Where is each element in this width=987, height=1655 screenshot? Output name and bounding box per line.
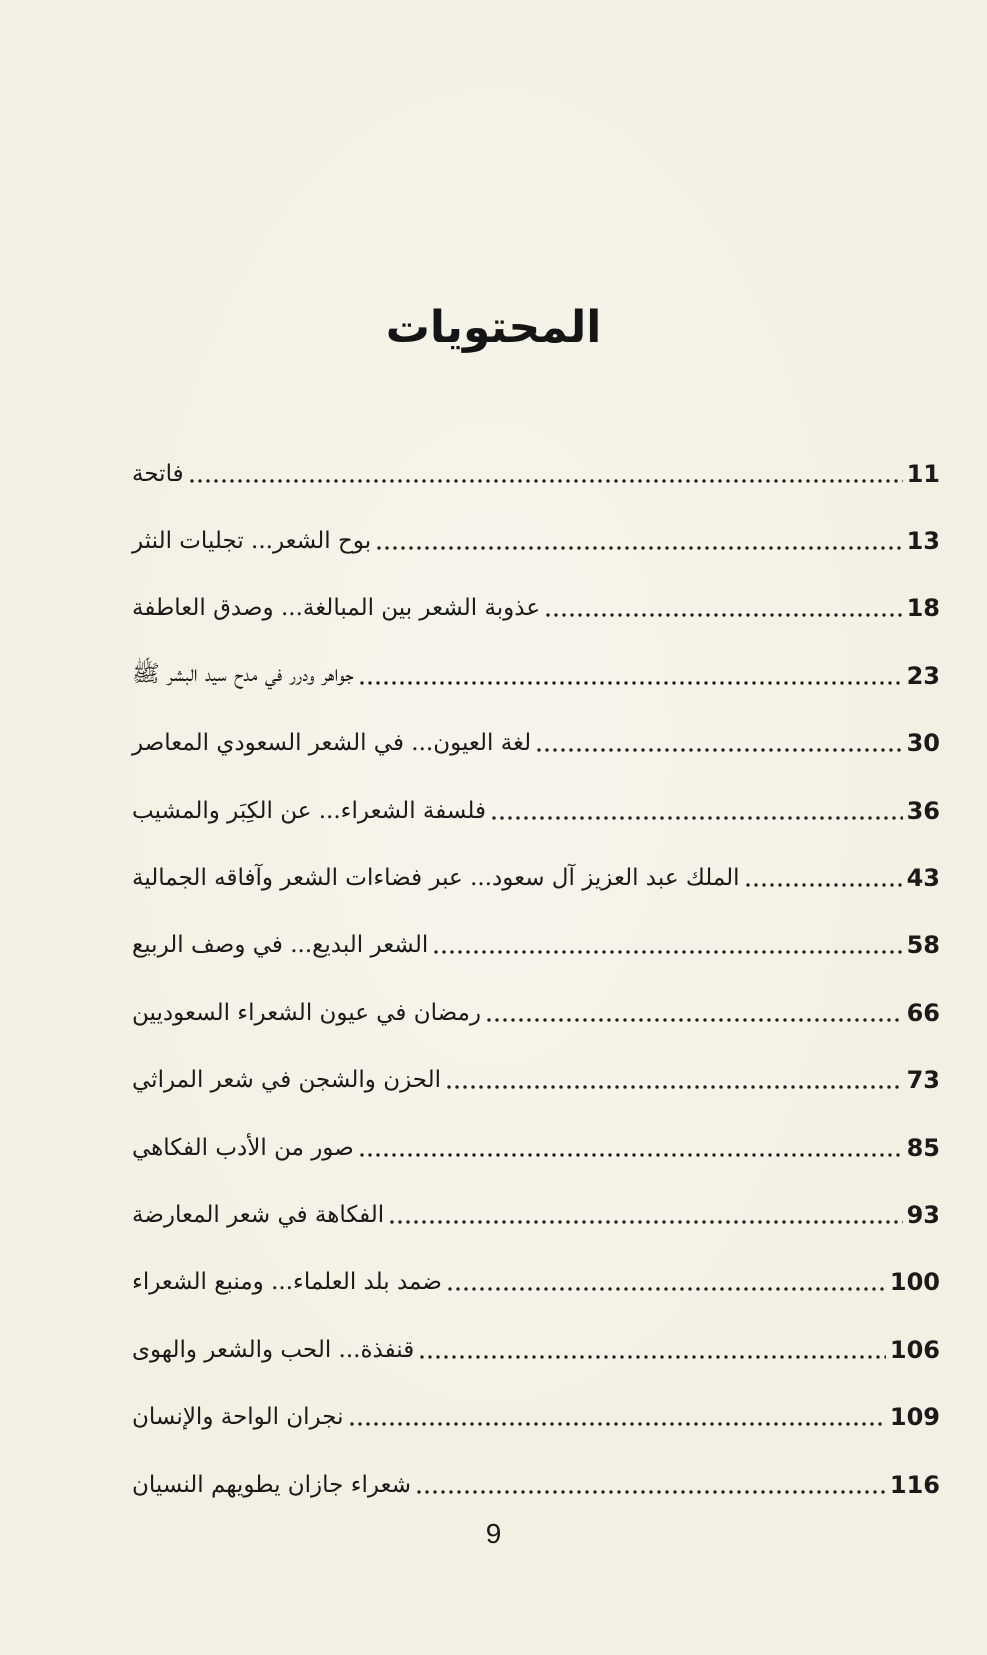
toc-entry-title: صور من الأدب الفكاهي	[132, 1134, 354, 1161]
toc-entry-page: 43	[906, 864, 940, 893]
dot-leader	[358, 661, 903, 691]
toc-entry-page: 11	[906, 459, 940, 488]
toc-entry	[128, 979, 940, 1046]
toc-entry	[128, 1316, 940, 1383]
dot-leader	[418, 1335, 886, 1365]
toc-entry-page: 106	[889, 1335, 940, 1364]
toc-entry-page: 116	[889, 1470, 940, 1499]
dot-leader	[744, 863, 903, 893]
page-title: المحتويات	[385, 302, 602, 353]
dot-leader	[490, 796, 903, 826]
toc-entry-title: الحزن والشجن في شعر المراثي	[132, 1067, 442, 1094]
dot-leader	[432, 930, 902, 960]
toc-entry	[128, 1249, 940, 1316]
toc-entry-page: 109	[889, 1403, 940, 1432]
toc-entry-page: 18	[906, 594, 940, 623]
toc-entry	[128, 1451, 940, 1518]
dot-leader	[544, 593, 903, 623]
toc-entry-title: عذوبة الشعر بين المبالغة... وصدق العاطفة	[132, 595, 541, 622]
toc-entry	[128, 1383, 940, 1450]
toc-entry-title: فاتحة	[132, 460, 184, 487]
toc-entry-title: الملك عبد العزيز آل سعود... عبر فضاءات الشعر وآفاقه الجمالية	[132, 865, 740, 892]
dot-leader	[485, 998, 903, 1028]
dot-leader	[535, 728, 902, 758]
toc-entry	[128, 1114, 940, 1181]
toc-entry	[128, 844, 940, 911]
toc-entry	[128, 912, 940, 979]
toc-entry-page: 23	[906, 661, 940, 690]
toc-entry-title: الشعر البديع... في وصف الربيع	[132, 932, 429, 959]
toc-entry-page: 66	[906, 998, 940, 1027]
toc-entry-title: ضمد بلد العلماء... ومنبع الشعراء	[132, 1269, 442, 1296]
toc-entry-page: 100	[889, 1268, 940, 1297]
toc-entry-page: 36	[906, 796, 940, 825]
toc-entry-title: الفكاهة في شعر المعارضة	[132, 1201, 385, 1228]
dot-leader	[415, 1470, 886, 1500]
toc-entry	[128, 1047, 940, 1114]
toc-entry-page: 73	[906, 1066, 940, 1095]
toc-entry-title: بوح الشعر... تجليات النثر	[132, 528, 372, 555]
dot-leader	[446, 1267, 886, 1297]
toc-entry-title: شعراء جازان يطويهم النسيان	[132, 1471, 411, 1498]
toc-entry	[128, 575, 940, 642]
dot-leader	[375, 526, 902, 556]
toc-entry-page: 58	[906, 931, 940, 960]
page-number: 9	[485, 1518, 502, 1549]
toc-entry	[128, 1181, 940, 1248]
toc-entry-page: 93	[906, 1200, 940, 1229]
toc-entry	[128, 777, 940, 844]
dot-leader	[388, 1200, 902, 1230]
toc-entry	[128, 642, 940, 709]
dot-leader	[348, 1402, 886, 1432]
toc-entry-title: جواهر ودرر في مدح سيد البشر ﷺ	[132, 660, 354, 687]
toc-entry-page: 85	[906, 1133, 940, 1162]
toc-entry-page: 30	[906, 729, 940, 758]
toc-entry	[128, 440, 940, 507]
table-of-contents	[128, 440, 940, 1518]
toc-entry-title: نجران الواحة والإنسان	[132, 1404, 344, 1431]
dot-leader	[188, 459, 903, 489]
toc-entry-page: 13	[906, 527, 940, 556]
toc-entry	[128, 507, 940, 574]
toc-entry	[128, 710, 940, 777]
toc-entry-title: فلسفة الشعراء... عن الكِبَر والمشيب	[132, 797, 486, 824]
toc-entry-title: قنفذة... الحب والشعر والهوى	[132, 1336, 415, 1363]
dot-leader	[445, 1065, 903, 1095]
dot-leader	[358, 1133, 903, 1163]
toc-entry-title: رمضان في عيون الشعراء السعوديين	[132, 999, 482, 1026]
toc-entry-title: لغة العيون... في الشعر السعودي المعاصر	[132, 730, 532, 757]
